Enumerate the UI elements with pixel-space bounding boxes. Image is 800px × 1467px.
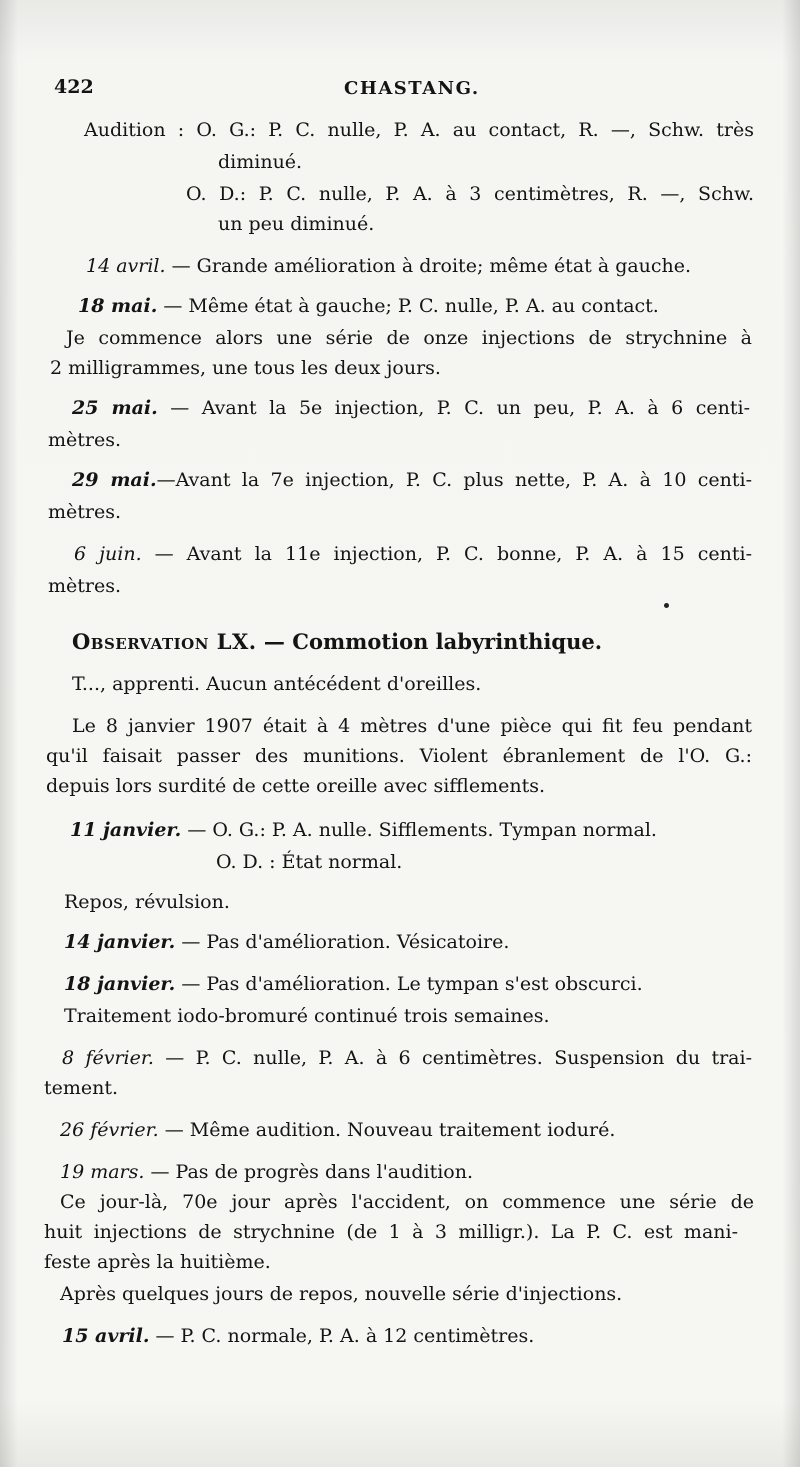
dated-entry <box>64 930 509 954</box>
text-line: feste après la huitième. <box>44 1251 271 1273</box>
page-shadow-right <box>782 0 800 1467</box>
observation-title: — Commotion labyrinthique. <box>256 629 603 654</box>
observation-label: Observation LX. <box>72 629 257 654</box>
entry-date: 6 juin. <box>74 543 142 565</box>
running-title: CHASTANG. <box>344 78 480 99</box>
dated-entry <box>70 818 657 842</box>
entry-date: 25 mai. <box>72 397 158 419</box>
entry-text: — Pas d'amélioration. Vésicatoire. <box>175 931 510 953</box>
entry-text: — P. C. normale, P. A. à 12 centimètres. <box>149 1325 535 1347</box>
dated-entry <box>62 1324 534 1348</box>
entry-date: 18 janvier. <box>64 973 176 995</box>
entry-date: 14 janvier. <box>64 931 176 953</box>
entry-date: 29 mai. <box>72 469 157 491</box>
dated-entry <box>78 294 659 318</box>
text-line: Traitement iodo-bromuré continué trois semaines. <box>64 1005 550 1027</box>
entry-text: — Grande amélioration à droite; même état à gauche. <box>165 255 692 277</box>
speck <box>664 603 669 608</box>
entry-text: — P. C. nulle, P. A. à 6 centimètres. Suspension du trai- <box>153 1047 752 1069</box>
dated-entry <box>62 1046 752 1070</box>
text-line: Je commence alors une série de onze injections de strychnine à <box>66 327 752 349</box>
text-line: Audition : O. G.: P. C. nulle, P. A. au contact, R. —, Schw. très <box>84 119 754 141</box>
dated-entry <box>60 1160 473 1184</box>
text-line: mètres. <box>48 575 122 597</box>
page-number: 422 <box>54 76 94 98</box>
text-line: Repos, révulsion. <box>64 891 230 913</box>
text-line: huit injections de strychnine (de 1 à 3 milligr.). La P. C. est mani- <box>44 1221 738 1243</box>
entry-text: — O. G.: P. A. nulle. Sifflements. Tympan normal. <box>181 819 657 841</box>
entry-date: 8 février. <box>62 1047 154 1069</box>
entry-text: — Pas de progrès dans l'audition. <box>144 1161 474 1183</box>
dated-entry <box>74 542 752 566</box>
text-line: O. D.: P. C. nulle, P. A. à 3 centimètres, R. —, Schw. <box>186 183 754 205</box>
entry-date: 19 mars. <box>60 1161 145 1183</box>
text-line: O. D. : État normal. <box>216 851 403 873</box>
entry-date: 14 avril. <box>86 255 166 277</box>
dated-entry <box>64 972 643 996</box>
text-line: mètres. <box>48 429 122 451</box>
running-header <box>54 76 754 106</box>
entry-date: 26 février. <box>60 1119 159 1141</box>
dated-entry <box>72 396 750 420</box>
page-shadow-left <box>0 0 18 1467</box>
text-line: tement. <box>44 1077 119 1099</box>
entry-date: 15 avril. <box>62 1325 150 1347</box>
entry-date: 11 janvier. <box>70 819 182 841</box>
entry-text: — Même état à gauche; P. C. nulle, P. A. au contact. <box>157 295 659 317</box>
entry-text: — Avant la 5e injection, P. C. un peu, P. A. à 6 centi- <box>157 397 750 419</box>
text-line: T..., apprenti. Aucun antécédent d'oreilles. <box>72 673 482 695</box>
text-line: un peu diminué. <box>218 213 375 235</box>
dated-entry <box>60 1118 615 1142</box>
text-line: Après quelques jours de repos, nouvelle série d'injections. <box>60 1283 623 1305</box>
entry-text: — Avant la 11e injection, P. C. bonne, P. A. à 15 centi- <box>141 543 753 565</box>
text-line: mètres. <box>48 501 122 523</box>
text-line: Le 8 janvier 1907 était à 4 mètres d'une pièce qui fit feu pendant <box>72 715 752 737</box>
text-line: depuis lors surdité de cette oreille avec sifflements. <box>46 775 546 797</box>
text-line: qu'il faisait passer des munitions. Violent ébranlement de l'O. G.: <box>46 745 752 767</box>
entry-text: — Même audition. Nouveau traitement ioduré. <box>158 1119 616 1141</box>
entry-text: —Avant la 7e injection, P. C. plus nette, P. A. à 10 centi- <box>156 469 752 491</box>
observation-heading <box>72 630 602 654</box>
text-line: 2 milligrammes, une tous les deux jours. <box>50 357 441 379</box>
dated-entry <box>86 254 691 278</box>
entry-text: — Pas d'amélioration. Le tympan s'est obscurci. <box>175 973 643 995</box>
entry-date: 18 mai. <box>78 295 158 317</box>
dated-entry <box>72 468 752 492</box>
text-line: diminué. <box>218 151 303 173</box>
text-line: Ce jour-là, 70e jour après l'accident, on commence une série de <box>60 1191 754 1213</box>
